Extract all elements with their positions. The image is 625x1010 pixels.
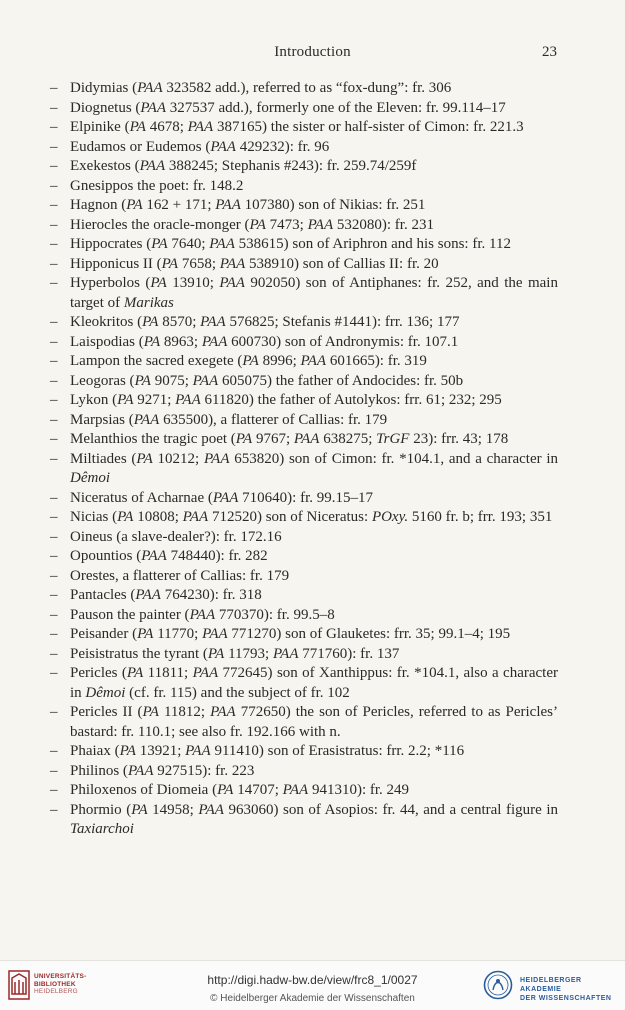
list-item bbox=[50, 352, 558, 372]
entry-text: Niceratus of Acharnae ( bbox=[70, 489, 213, 506]
italic-text: PAA bbox=[203, 450, 230, 467]
list-item bbox=[50, 762, 558, 782]
list-dash: – bbox=[50, 762, 58, 779]
entry-text: 653820) son of Cimon: fr. *104.1, and a character in bbox=[229, 450, 558, 467]
list-item bbox=[50, 216, 558, 236]
list-dash: – bbox=[50, 255, 58, 272]
italic-text: Dêmoi bbox=[85, 684, 126, 701]
italic-text: PA bbox=[117, 509, 134, 525]
entry-text: Philinos ( bbox=[70, 762, 128, 779]
entry-text: Hipponicus II ( bbox=[70, 255, 162, 272]
list-item bbox=[50, 508, 558, 528]
entry-text: 600730) son of Andronymis: fr. 107.1 bbox=[227, 333, 459, 350]
entry-text: 13921; bbox=[135, 743, 186, 759]
entry-text: (cf. fr. 115) and the subject of fr. 102 bbox=[125, 684, 350, 701]
list-dash: – bbox=[50, 314, 58, 330]
italic-text: PAA bbox=[201, 333, 228, 350]
italic-text: PA bbox=[117, 392, 134, 408]
list-item bbox=[50, 255, 558, 275]
entry-text: Marpsias ( bbox=[70, 411, 134, 428]
list-item bbox=[50, 528, 558, 548]
entry-text: 712520) son of Niceratus: bbox=[208, 509, 372, 525]
university-library-name: UNIVERSITÄTS- BIBLIOTHEK HEIDELBERG bbox=[34, 973, 87, 995]
list-item bbox=[50, 138, 558, 158]
entry-text: 538910) son of Callias II: fr. 20 bbox=[245, 255, 439, 272]
italic-text: PAA bbox=[175, 392, 201, 408]
entry-text: 11793; bbox=[224, 645, 273, 662]
entry-text: 635500), a flatterer of Callias: fr. 179 bbox=[159, 411, 388, 428]
italic-text: PAA bbox=[307, 216, 334, 233]
entry-text: Phaiax ( bbox=[70, 743, 120, 759]
italic-text: PAA bbox=[272, 645, 299, 662]
list-dash: – bbox=[50, 353, 58, 369]
italic-text: TrGF bbox=[376, 431, 410, 447]
list-item bbox=[50, 372, 558, 392]
italic-text: PA bbox=[151, 236, 168, 252]
list-dash: – bbox=[50, 392, 58, 408]
list-dash: – bbox=[50, 489, 58, 506]
entry-text: Hippocrates ( bbox=[70, 236, 152, 252]
entry-text: 772645) son of Xanthippus: fr. *104.1, also a character in bbox=[70, 665, 558, 701]
entry-text: Orestes, a flatterer of Callias: fr. 179 bbox=[70, 567, 290, 584]
italic-text: POxy. bbox=[371, 509, 409, 525]
list-dash: – bbox=[50, 236, 58, 252]
list-item bbox=[50, 567, 558, 587]
list-item bbox=[50, 411, 558, 431]
list-dash: – bbox=[50, 158, 58, 174]
entry-text: 10808; bbox=[133, 509, 183, 525]
italic-text: PAA bbox=[192, 372, 219, 389]
italic-text: PAA bbox=[198, 801, 224, 818]
entry-text: 911410) son of Erasistratus: frr. 2.2; *116 bbox=[210, 743, 465, 759]
list-dash: – bbox=[50, 99, 58, 116]
list-item bbox=[50, 391, 558, 411]
entry-text: 23): frr. 43; 178 bbox=[409, 431, 509, 447]
entry-text: 9767; bbox=[252, 431, 294, 447]
running-header-title: Introduction bbox=[274, 44, 351, 60]
italic-text: PA bbox=[235, 431, 253, 447]
entry-text: 11770; bbox=[153, 626, 203, 642]
italic-text: PA bbox=[119, 743, 136, 759]
list-dash: – bbox=[50, 372, 58, 389]
entry-text: 14707; bbox=[233, 782, 283, 798]
entry-text: 11812; bbox=[158, 704, 211, 720]
entry-text: Leogoras ( bbox=[70, 372, 135, 389]
entry-text: 638275; bbox=[319, 431, 377, 447]
italic-text: PAA bbox=[219, 255, 246, 272]
list-item bbox=[50, 645, 558, 665]
italic-text: PA bbox=[126, 197, 143, 213]
italic-text: PAA bbox=[209, 236, 235, 252]
list-item bbox=[50, 79, 558, 99]
italic-text: PA bbox=[150, 275, 167, 291]
entry-text: Peisander ( bbox=[70, 626, 138, 642]
entry-text: Nicias ( bbox=[70, 509, 118, 525]
list-dash: – bbox=[50, 782, 58, 798]
entry-text: 710640): fr. 99.15–17 bbox=[238, 489, 373, 506]
list-dash: – bbox=[50, 450, 58, 467]
permalink-url[interactable]: http://digi.hadw-bw.de/view/frc8_1/0027 bbox=[207, 973, 418, 987]
list-dash: – bbox=[50, 801, 58, 818]
list-item bbox=[50, 313, 558, 333]
italic-text: PAA bbox=[282, 782, 309, 798]
entry-text: 8570; bbox=[158, 314, 201, 330]
list-item bbox=[50, 450, 558, 489]
entry-text: Hyperbolos ( bbox=[70, 275, 151, 291]
italic-text: Dêmoi bbox=[70, 470, 110, 486]
list-dash: – bbox=[50, 587, 58, 603]
entry-text: 902050) son of Antiphanes: fr. 252, and the main target of bbox=[70, 275, 558, 311]
list-dash: – bbox=[50, 275, 58, 291]
entry-text: Gnesippos the poet: fr. 148.2 bbox=[70, 177, 244, 194]
list-dash: – bbox=[50, 606, 58, 623]
entry-text: Exekestos ( bbox=[70, 158, 140, 174]
italic-text: PAA bbox=[137, 80, 163, 96]
italic-text: PAA bbox=[219, 275, 245, 291]
entry-text: Pericles II ( bbox=[70, 704, 143, 720]
entry-text: Diognetus ( bbox=[70, 99, 141, 116]
list-dash: – bbox=[50, 567, 58, 584]
entry-text: 13910; bbox=[166, 275, 220, 291]
entry-text: 14958; bbox=[147, 801, 199, 818]
list-dash: – bbox=[50, 119, 58, 135]
list-item bbox=[50, 99, 558, 119]
entry-text: 7473; bbox=[265, 216, 308, 233]
entry-text: Eudamos or Eudemos ( bbox=[70, 138, 211, 155]
entry-text: 7640; bbox=[167, 236, 210, 252]
entry-text: 8996; bbox=[258, 353, 301, 369]
entry-text: Philoxenos of Diomeia ( bbox=[70, 782, 218, 798]
entry-text: 327537 add.), formerly one of the Eleven: fr. 99.114–17 bbox=[165, 99, 506, 116]
entry-text: Pericles ( bbox=[70, 665, 127, 681]
list-dash: – bbox=[50, 216, 58, 233]
entry-text: 772650) the son of Pericles, referred to as Pericles’ bastard: fr. 110.1; see also fr. 192.166 with n. bbox=[70, 704, 558, 740]
italic-text: PAA bbox=[210, 138, 236, 155]
italic-text: PA bbox=[143, 333, 161, 350]
italic-text: PA bbox=[131, 801, 148, 818]
list-item bbox=[50, 606, 558, 626]
page-number: 23 bbox=[542, 44, 557, 60]
list-dash: – bbox=[50, 431, 58, 447]
footer-bar bbox=[0, 960, 625, 1010]
entry-text: 538615) son of Ariphron and his sons: fr. 112 bbox=[234, 236, 511, 252]
italic-text: PA bbox=[126, 665, 144, 681]
entry-text: Miltiades ( bbox=[70, 450, 137, 467]
italic-text: PAA bbox=[202, 626, 228, 642]
entry-text: 162 + 171; bbox=[142, 197, 216, 213]
entry-list bbox=[50, 79, 558, 840]
list-item bbox=[50, 742, 558, 762]
italic-text: PAA bbox=[187, 119, 214, 135]
list-dash: – bbox=[50, 528, 58, 545]
entry-text: 601665): fr. 319 bbox=[326, 353, 427, 369]
list-item bbox=[50, 489, 558, 509]
italic-text: PA bbox=[142, 704, 159, 720]
list-dash: – bbox=[50, 138, 58, 155]
list-item bbox=[50, 801, 558, 840]
list-dash: – bbox=[50, 197, 58, 213]
italic-text: PAA bbox=[200, 314, 226, 330]
entry-text: 10212; bbox=[152, 450, 204, 467]
entry-text: Melanthios the tragic poet ( bbox=[70, 431, 236, 447]
list-item bbox=[50, 118, 558, 138]
list-item bbox=[50, 664, 558, 703]
italic-text: PAA bbox=[293, 431, 320, 447]
entry-text: 764230): fr. 318 bbox=[160, 587, 262, 603]
italic-text: PAA bbox=[192, 665, 219, 681]
entry-text: 8963; bbox=[160, 333, 202, 350]
italic-text: PA bbox=[242, 353, 259, 369]
list-item bbox=[50, 157, 558, 177]
entry-text: Phormio ( bbox=[70, 801, 132, 818]
list-dash: – bbox=[50, 333, 58, 350]
list-item bbox=[50, 781, 558, 801]
entry-text: 9075; bbox=[150, 372, 193, 389]
entry-text: 4678; bbox=[145, 119, 188, 135]
entry-text: Opountios ( bbox=[70, 548, 142, 564]
italic-text: Marikas bbox=[123, 294, 174, 311]
list-dash: – bbox=[50, 665, 58, 681]
entry-text: 429232): fr. 96 bbox=[235, 138, 330, 155]
list-item bbox=[50, 586, 558, 606]
list-dash: – bbox=[50, 80, 58, 96]
entry-text: 771270) son of Glauketes: frr. 35; 99.1–4; 195 bbox=[227, 626, 511, 642]
entry-text: 576825; Stefanis #1441): frr. 136; 177 bbox=[225, 314, 460, 330]
entry-text: 941310): fr. 249 bbox=[308, 782, 410, 798]
list-item bbox=[50, 625, 558, 645]
list-item bbox=[50, 196, 558, 216]
entry-text: 323582 add.), referred to as “fox-dung”: fr. 306 bbox=[162, 80, 452, 96]
entry-text: 963060) son of Asopios: fr. 44, and a central figure in bbox=[223, 801, 559, 818]
italic-text: PAA bbox=[139, 158, 166, 174]
entry-text: Hagnon ( bbox=[70, 197, 127, 213]
italic-text: PAA bbox=[140, 99, 166, 116]
entry-text: Laispodias ( bbox=[70, 333, 144, 350]
list-dash: – bbox=[50, 704, 58, 720]
list-item bbox=[50, 235, 558, 255]
list-item bbox=[50, 274, 558, 313]
entry-text: 927515): fr. 223 bbox=[153, 762, 255, 779]
list-item bbox=[50, 430, 558, 450]
italic-text: PAA bbox=[300, 353, 327, 369]
italic-text: PAA bbox=[185, 743, 211, 759]
list-item bbox=[50, 703, 558, 742]
italic-text: PA bbox=[249, 216, 266, 233]
list-dash: – bbox=[50, 509, 58, 525]
list-dash: – bbox=[50, 177, 58, 194]
academy-seal-icon bbox=[483, 970, 513, 1005]
entry-text: 387165) the sister or half-sister of Cimon: fr. 221.3 bbox=[213, 119, 524, 135]
entry-text: 9271; bbox=[133, 392, 176, 408]
list-dash: – bbox=[50, 626, 58, 642]
entry-text: 748440): fr. 282 bbox=[166, 548, 268, 564]
list-item bbox=[50, 547, 558, 567]
entry-text: 611820) the father of Autolykos: frr. 61; 232; 295 bbox=[200, 392, 502, 408]
entry-text: Lykon ( bbox=[70, 392, 118, 408]
entry-text: 11811; bbox=[143, 665, 193, 681]
italic-text: PA bbox=[136, 450, 153, 467]
entry-text: 532080): fr. 231 bbox=[333, 216, 434, 233]
italic-text: PAA bbox=[189, 606, 216, 623]
list-item bbox=[50, 177, 558, 197]
entry-text: 771760): fr. 137 bbox=[298, 645, 400, 662]
entry-text: 388245; Stephanis #243): fr. 259.74/259f bbox=[165, 158, 417, 174]
italic-text: PAA bbox=[135, 587, 161, 603]
copyright-notice: © Heidelberger Akademie der Wissenschaften bbox=[210, 993, 415, 1004]
entry-text: 107380) son of Nikias: fr. 251 bbox=[240, 197, 426, 213]
italic-text: PA bbox=[134, 372, 151, 389]
italic-text: PAA bbox=[133, 411, 160, 428]
list-dash: – bbox=[50, 548, 58, 564]
list-item bbox=[50, 333, 558, 353]
italic-text: PA bbox=[161, 255, 179, 272]
list-dash: – bbox=[50, 411, 58, 428]
italic-text: PAA bbox=[210, 704, 236, 720]
italic-text: PA bbox=[142, 314, 159, 330]
italic-text: PAA bbox=[182, 509, 209, 525]
entry-text: 5160 fr. b; frr. 193; 351 bbox=[408, 509, 553, 525]
academy-name: HEIDELBERGER AKADEMIE DER WISSENSCHAFTEN bbox=[520, 977, 612, 1002]
entry-text: Hierocles the oracle-monger ( bbox=[70, 216, 250, 233]
entry-text: Pauson the painter ( bbox=[70, 606, 190, 623]
entry-text: Peisistratus the tyrant ( bbox=[70, 645, 208, 662]
entry-text: Elpinike ( bbox=[70, 119, 130, 135]
entry-text: 605075) the father of Andocides: fr. 50b bbox=[218, 372, 464, 389]
entry-text: Didymias ( bbox=[70, 80, 138, 96]
entry-text: Pantacles ( bbox=[70, 587, 136, 603]
entry-text: Kleokritos ( bbox=[70, 314, 143, 330]
italic-text: PAA bbox=[141, 548, 167, 564]
entry-text: 770370): fr. 99.5–8 bbox=[215, 606, 335, 623]
italic-text: PAA bbox=[127, 762, 154, 779]
italic-text: PAA bbox=[212, 489, 239, 506]
entry-text: Oineus (a slave-dealer?): fr. 172.16 bbox=[70, 528, 282, 545]
italic-text: PA bbox=[207, 645, 225, 662]
list-dash: – bbox=[50, 645, 58, 662]
italic-text: PAA bbox=[215, 197, 241, 213]
italic-text: PA bbox=[129, 119, 146, 135]
list-dash: – bbox=[50, 743, 58, 759]
italic-text: PA bbox=[217, 782, 234, 798]
italic-text: Taxiarchoi bbox=[70, 821, 134, 837]
entry-text: Lampon the sacred exegete ( bbox=[70, 353, 243, 369]
italic-text: PA bbox=[137, 626, 154, 642]
entry-text: 7658; bbox=[178, 255, 220, 272]
